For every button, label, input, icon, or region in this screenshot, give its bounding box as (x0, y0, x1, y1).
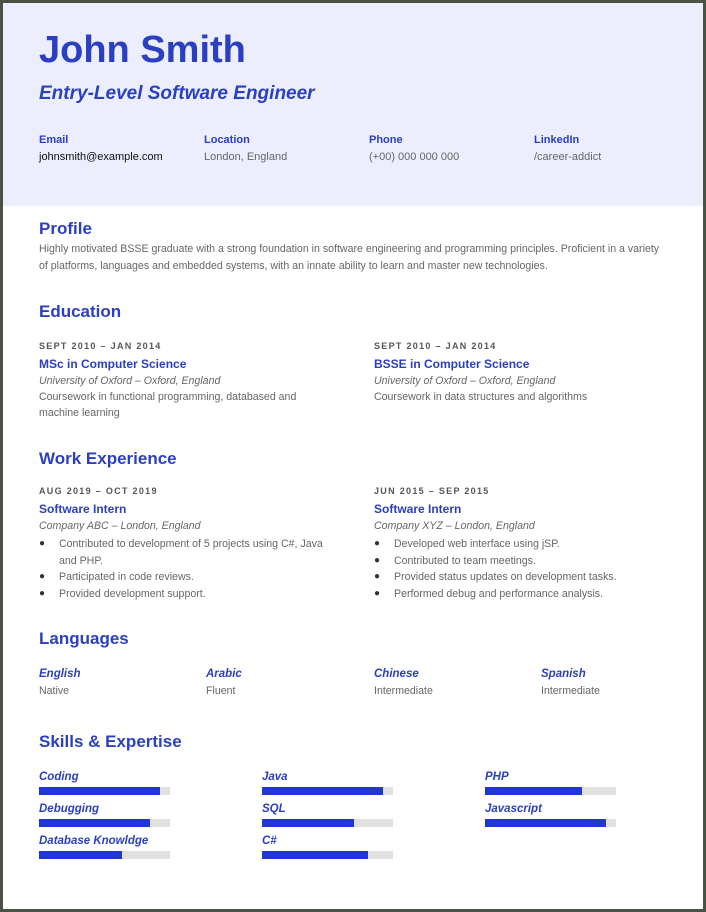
bullet-text: Participated in code reviews. (59, 571, 194, 583)
section-title-languages: Languages (39, 629, 129, 648)
list-item (374, 536, 674, 553)
language-name: English (39, 668, 81, 680)
skill-bar (262, 787, 393, 795)
skill-item (262, 771, 397, 795)
bullet-icon: ● (374, 554, 381, 566)
skill-bar-fill (485, 787, 582, 795)
job-title: Entry-Level Software Engineer (39, 83, 315, 104)
bullet-icon: ● (39, 587, 46, 599)
language-name: Spanish (541, 668, 586, 680)
list-item (39, 586, 339, 603)
skill-bar-fill (262, 819, 354, 827)
linkedin-link[interactable]: /career-addict (534, 151, 602, 163)
work-bullets (374, 536, 674, 602)
skill-name: SQL (262, 803, 286, 815)
skill-bar-fill (262, 851, 368, 859)
bullet-icon: ● (374, 538, 381, 549)
language-name: Chinese (374, 668, 419, 680)
language-level: Intermediate (541, 685, 600, 697)
skill-bar-fill (39, 851, 122, 859)
company-name: Company ABC – London, England (39, 520, 201, 532)
bullet-text: Performed debug and performance analysis. (394, 587, 604, 600)
skill-bar (262, 819, 393, 827)
education-description: Coursework in data structures and algorithms (374, 391, 588, 403)
bullet-icon: ● (374, 587, 381, 599)
full-name: John Smith (39, 29, 246, 71)
skill-item (262, 835, 397, 859)
work-date: AUG 2019 – OCT 2019 (39, 486, 158, 496)
skill-item (39, 771, 174, 795)
work-bullets (39, 536, 339, 602)
bullet-icon: ● (374, 571, 381, 582)
skill-bar (39, 787, 170, 795)
list-item (39, 536, 339, 569)
language-item (206, 668, 356, 697)
bullet-text: Contributed to development of 5 projects using C#, Java and PHP. (59, 538, 323, 567)
skill-name: PHP (485, 771, 509, 783)
section-title-skills: Skills & Expertise (39, 732, 182, 751)
education-entry (374, 341, 674, 405)
list-item (374, 553, 674, 570)
language-name: Arabic (206, 668, 242, 680)
email-link[interactable]: johnsmith@example.com (39, 151, 163, 163)
resume-header (3, 3, 703, 206)
contact-location (204, 134, 364, 163)
skill-name: Coding (39, 771, 79, 783)
company-name: Company XYZ – London, England (374, 520, 535, 532)
resume-page (3, 3, 703, 909)
bullet-icon: ● (39, 538, 46, 549)
education-description: Coursework in functional programming, databased and machine learning (39, 391, 297, 419)
section-title-profile: Profile (39, 219, 92, 238)
work-entry (39, 486, 339, 602)
education-entry (39, 341, 339, 421)
list-item (374, 569, 674, 586)
skill-bar-fill (39, 819, 150, 827)
contact-value: London, England (204, 151, 288, 163)
skill-bar-fill (39, 787, 160, 795)
skill-name: Debugging (39, 803, 100, 815)
language-item (541, 668, 691, 697)
skill-item (485, 803, 620, 827)
skill-bar (485, 787, 616, 795)
language-level: Native (39, 685, 70, 697)
skill-item (39, 803, 174, 827)
skill-name: C# (262, 835, 277, 847)
section-title-work: Work Experience (39, 449, 177, 468)
skill-item (39, 835, 174, 859)
contact-value: (+00) 000 000 000 (369, 151, 460, 163)
language-item (374, 668, 524, 697)
section-title-education: Education (39, 302, 122, 321)
skill-item (262, 803, 397, 827)
bullet-icon: ● (39, 571, 46, 582)
skill-name: Java (262, 771, 288, 783)
skill-bar (485, 819, 616, 827)
work-date: JUN 2015 – SEP 2015 (374, 486, 490, 496)
bullet-text: Developed web interface using jSP. (394, 538, 560, 550)
skill-name: Javascript (485, 803, 542, 815)
bullet-text: Provided status updates on development tasks. (394, 571, 617, 583)
skill-name: Database Knowldge (39, 835, 149, 847)
education-date: SEPT 2010 – JAN 2014 (374, 341, 497, 351)
contact-label: LinkedIn (534, 134, 580, 146)
contact-label: Email (39, 134, 69, 146)
contact-info (39, 134, 699, 174)
bullet-text: Provided development support. (59, 587, 206, 600)
work-role: Software Intern (39, 502, 127, 516)
bullet-text: Contributed to team meetings. (394, 554, 536, 567)
education-date: SEPT 2010 – JAN 2014 (39, 341, 162, 351)
contact-phone (369, 134, 529, 163)
skill-item (485, 771, 620, 795)
skill-bar (39, 851, 170, 859)
language-item (39, 668, 189, 697)
list-item (39, 569, 339, 586)
skill-bar (39, 819, 170, 827)
work-entry (374, 486, 674, 602)
contact-label: Phone (369, 134, 403, 146)
contact-email (39, 134, 199, 163)
contact-label: Location (204, 134, 250, 146)
school-name: University of Oxford – Oxford, England (374, 375, 556, 387)
language-level: Intermediate (374, 685, 433, 697)
degree-title: MSc in Computer Science (39, 357, 187, 371)
skill-bar (262, 851, 393, 859)
skill-bar-fill (262, 787, 383, 795)
contact-linkedin (534, 134, 694, 163)
school-name: University of Oxford – Oxford, England (39, 375, 221, 387)
profile-text: Highly motivated BSSE graduate with a strong foundation in software engineering and programming principles. Proficient in a variety of platforms, languages and embedded systems, with an innate ability to learn and master new technologies. (39, 243, 660, 272)
skill-bar-fill (485, 819, 606, 827)
work-role: Software Intern (374, 502, 462, 516)
language-level: Fluent (206, 685, 236, 697)
list-item (374, 586, 674, 603)
degree-title: BSSE in Computer Science (374, 357, 530, 371)
